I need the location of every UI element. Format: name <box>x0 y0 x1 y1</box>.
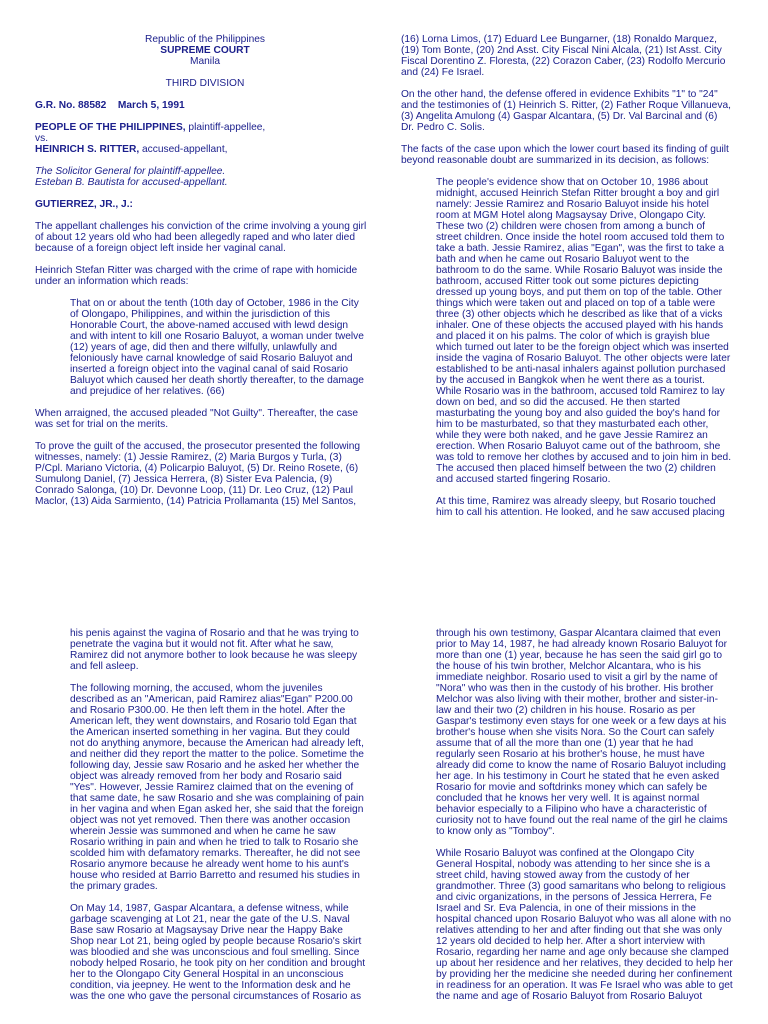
text-line: (16) Lorna Limos, (17) Eduard Lee Bungarner, (18) Ronaldo Marquez, <box>401 34 717 45</box>
text-line: beyond reasonable doubt are summarized in its decision, as follows: <box>401 155 710 166</box>
text-line: Honorable Court, the above-named accused with lewd design <box>70 320 349 331</box>
text-line: the primary grades. <box>70 881 158 892</box>
text-line: Heinrich Stefan Ritter was charged with the crime of rape with homicide <box>35 265 358 276</box>
accused-name: HEINRICH S. RITTER, <box>35 144 140 155</box>
republic-line: Republic of the Philippines <box>144 34 266 45</box>
text-line: The accused then placed himself between the two (2) children <box>436 463 716 474</box>
text-line: was set for trial on the merits. <box>35 419 169 430</box>
text-line: by providing her the medicine she needed during her confinement <box>436 969 733 980</box>
text-line: wherein Jessie was summoned and when he came he saw <box>70 826 336 837</box>
text-line: and prejudice of her relatives. (66) <box>70 386 225 397</box>
text-line: inside the vagina of Rosario Baluyot. The other objects were later <box>436 353 731 364</box>
paragraph <box>35 221 375 254</box>
paragraph <box>401 628 761 837</box>
text-line: and civic organizations, in the persons of Jessica Herrera, Fe <box>436 892 712 903</box>
text-line: to know only as "Tomboy". <box>436 826 555 837</box>
text-line: At this time, Ramirez was already sleepy, but Rosario touched <box>436 496 716 507</box>
counsel-accused: Esteban B. Bautista for accused-appellant. <box>35 177 228 188</box>
counsel-plaintiff: The Solicitor General for plaintiff-appellee. <box>35 166 226 177</box>
text-line: The people's evidence show that on October 10, 1986 about <box>436 177 709 188</box>
text-line: (19) Tom Bonte, (20) 2nd Asst. City Fiscal Nini Alcala, (21) Ist Asst. City <box>401 45 722 56</box>
text-line: described as an "American, paid Ramirez alias"Egan" P200.00 <box>70 694 353 705</box>
text-line: Maclor, (13) Aida Sarmiento, (14) Patricia Prollamanta (15) Mel Santos, <box>35 496 357 507</box>
text-line: and fell asleep. <box>70 661 139 672</box>
text-line: General Hospital, nobody was attending to her since she is a <box>436 859 711 870</box>
findings-quote <box>401 177 761 485</box>
paragraph <box>35 903 385 1002</box>
paragraph <box>35 408 375 430</box>
text-line: behavior especially to a Filipino who have a characteristic of <box>436 804 707 815</box>
text-line: and the testimonies of (1) Heinrich S. Ritter, (2) Father Roque Villanueva, <box>401 100 731 111</box>
text-line: in her vagina and when Egan asked her, she said that the foreign <box>70 804 364 815</box>
text-line: him to call his attention. He looked, and he saw accused placing <box>436 507 725 518</box>
text-line: Rosario writhing in pain and when he tried to talk to Rosario she <box>70 837 359 848</box>
text-line: up about her residence and her relatives, they decided to help her <box>436 958 733 969</box>
text-line: Rosario, regarding her name and age only because she clamped <box>436 947 729 958</box>
text-line: regularly seen Rosario at his brother's house, he must have <box>436 749 705 760</box>
text-line: things which were taken out and placed on top of a table were <box>436 298 716 309</box>
text-line: Ramirez did not anymore bother to look because he was sleepy <box>70 650 358 661</box>
text-line: bath and when he came out Rosario Baluyot went to the <box>436 254 690 265</box>
text-line: the house of his twin brother, Melchor Alcantara, who is his <box>436 661 702 672</box>
text-line: immediate neighbor. Rosario used to visit a girl by the name of <box>436 672 718 683</box>
text-line: relatives attending to her and after finding out that she was only <box>436 925 722 936</box>
paragraph <box>35 628 385 672</box>
text-line: brother's house when she visits Nora. So the Court can safely <box>436 727 715 738</box>
paragraph <box>401 848 761 1002</box>
text-line: masturbating the young boy and also guided the boy's hand for <box>436 408 720 419</box>
text-line: nobody helped Rosario, he took pity on her condition and brought <box>70 958 366 969</box>
paragraph <box>35 441 375 507</box>
paragraph <box>401 34 761 78</box>
text-line: Baluyot which caused her death shortly thereafter, to the damage <box>70 375 364 386</box>
text-line: already did come to know the name of Rosario Baluyot including <box>436 760 726 771</box>
text-line: and (24) Fe Israel. <box>401 67 485 78</box>
text-line: The facts of the case upon which the lower court based its finding of guilt <box>401 144 729 155</box>
text-line: that same date, he saw Rosario and she was complaining of pain <box>70 793 364 804</box>
text-line: Conrado Salonga, (10) Dr. Devonne Loop, (11) Dr. Leo Cruz, (12) Paul <box>35 485 354 496</box>
text-line: of Olongapo, Philippines, and within the jurisdiction of this <box>70 309 330 320</box>
text-line: of about 12 years old who had been allegedly raped and who later died <box>35 232 356 243</box>
text-line: house who resided at Barrio Barretto and resumed his studies in <box>70 870 360 881</box>
page1-right-column <box>401 34 761 518</box>
text-line: 12 years old decided to help her. After a short interview with <box>436 936 705 947</box>
text-line: bathroom to do the same. While Rosario Baluyot was inside the <box>436 265 723 276</box>
text-line: room at MGM Hotel along Magsaysay Drive, Olongapo City. <box>436 210 706 221</box>
text-line: and accused started fingering Rosario. <box>436 474 611 485</box>
text-line: more than one (1) year, because he has seen the said girl go to <box>436 650 722 661</box>
text-line: in readiness for an operation. It was Fe Israel who was able to get <box>436 980 733 991</box>
paragraph <box>401 144 761 166</box>
text-line: Gaspar's testimony even stays for one week or a few days at his <box>436 716 727 727</box>
text-line: To prove the guilt of the accused, the prosecutor presented the following <box>35 441 361 452</box>
text-line: not do anything anymore, because the American had already left, <box>70 738 364 749</box>
text-line: because of a foreign object left inside her vaginal canal. <box>35 243 286 254</box>
text-line: Base saw Rosario at Magsaysay Drive near the Happy Bake <box>70 925 343 936</box>
court-name: SUPREME COURT <box>160 45 250 56</box>
text-line: his penis against the vagina of Rosario and that he was trying to <box>70 628 359 639</box>
text-line: (3) Angelita Amulong (4) Gaspar Alcantara, (5) Dr. Val Barcinal and (6) <box>401 111 718 122</box>
text-line: was the one who gave the personal circumstances of Rosario as <box>70 991 362 1002</box>
paragraph <box>35 683 385 892</box>
text-line: inserted a foreign object into the vaginal canal of said Rosario <box>70 364 349 375</box>
text-line: erection. When Rosario Baluyot came out of the bathroom, she <box>436 441 721 452</box>
text-line: (12) years of age, did then and there wilfully, unlawfully and <box>70 342 338 353</box>
text-line: him to be masturbated, so that they masturbated each other, <box>436 419 709 430</box>
page1-left-column <box>35 34 375 507</box>
text-line: Rosario anymore because he already went home to his aunt's <box>70 859 349 870</box>
division-line: THIRD DIVISION <box>165 78 245 89</box>
page-gutter <box>0 587 768 627</box>
text-line: namely: Jessie Ramirez and Rosario Baluyot inside his hotel <box>436 199 709 210</box>
text-line: while they were both naked, and he gave Jessie Ramirez an <box>436 430 708 441</box>
text-line: and placed it on his palms. The color of which is grayish blue <box>436 331 710 342</box>
text-line: through his own testimony, Gaspar Alcantara claimed that even <box>436 628 721 639</box>
text-line: Dr. Pedro C. Solis. <box>401 122 485 133</box>
text-line: Sumulong Daniel, (7) Jessica Herrera, (8) Sister Eva Palencia, (9) <box>35 474 333 485</box>
text-line: and neither did they report the matter to the police. Sometime the <box>70 749 364 760</box>
text-line: by the accused in Bangkok when he went there as a tourist. <box>436 375 705 386</box>
versus: vs. <box>35 133 49 144</box>
text-line: following day, Jessie saw Rosario and he asked her whether the <box>70 760 360 771</box>
text-line: was told to remove her clothes by accused and to join him in bed. <box>436 452 732 463</box>
text-line: under an information which reads: <box>35 276 189 287</box>
page2-right-column <box>401 628 761 1002</box>
paragraph <box>35 265 375 287</box>
text-line: scolded him with defamatory remarks. Thereafter, he did not see <box>70 848 361 859</box>
text-line: hospital chanced upon Rosario Baluyot who was all alone with no <box>436 914 732 925</box>
information-quote <box>35 298 375 397</box>
plaintiff-line <box>35 122 375 133</box>
text-line: While Rosario Baluyot was confined at the Olongapo City <box>436 848 695 859</box>
text-line: was bloodied and she was unconscious and foul smelling. Since <box>70 947 360 958</box>
text-line: assume that of all the more than one (1) year that he had <box>436 738 694 749</box>
text-line: When arraigned, the accused pleaded "Not Guilty". Thereafter, the case <box>35 408 359 419</box>
text-line: grandmother. Three (3) good samaritans who belong to religious <box>436 881 726 892</box>
ponente: GUTIERREZ, JR., J.: <box>35 199 133 210</box>
text-line: curiosity not to have found out the real name of the girl he claims <box>436 815 728 826</box>
text-line: object was already removed from her body and Rosario said <box>70 771 342 782</box>
text-line: "Nora" who was then in the custody of his brother. His brother <box>436 683 714 694</box>
text-line: American left, they went downstairs, and Rosario told Egan that <box>70 716 357 727</box>
text-line: Fiscal Dorentino Z. Floresta, (22) Corazon Caber, (23) Rodolfo Mercurio <box>401 56 726 67</box>
text-line: That on or about the tenth (10th day of October, 1986 in the City <box>70 298 359 309</box>
text-line: Melchor was also living with their mother, brother and sister-in- <box>436 694 718 705</box>
case-number-line <box>35 100 375 111</box>
text-line: and with intent to kill one Rosario Baluyot, a woman under twelve <box>70 331 364 342</box>
paragraph <box>401 89 761 133</box>
text-line: which turned out later to be the foreign object which was inserted <box>436 342 729 353</box>
plaintiff-role: plaintiff-appellee, <box>185 122 266 133</box>
text-line: and Rosario P300.00. He then left them in the hotel. After the <box>70 705 346 716</box>
text-line: witnesses, namely: (1) Jessie Ramirez, (2) Maria Burgos y Turla, (3) <box>35 452 342 463</box>
text-line: Shop near Lot 21, being ogled by people because Rosario's skirt <box>70 936 362 947</box>
text-line: The appellant challenges his conviction of the crime involving a young girl <box>35 221 367 232</box>
accused-line <box>35 144 375 155</box>
text-line: P/Cpl. Mariano Victoria, (4) Policarpio Baluyot, (5) Dr. Reino Rosete, (6) <box>35 463 359 474</box>
text-line: penetrate the vagina but it would not fit. After what he saw, <box>70 639 334 650</box>
text-line: garbage scavenging at Lot 21, near the gate of the U.S. Naval <box>70 914 350 925</box>
text-line: dressed up young boys, and put them on top of the table. Other <box>436 287 723 298</box>
accused-role: accused-appellant, <box>139 144 228 155</box>
text-line: prior to May 14, 1987, he had already known Rosario Baluyot for <box>436 639 728 650</box>
text-line: The following morning, the accused, whom the juveniles <box>70 683 323 694</box>
text-line: the American inserted something in her vagina. But they could <box>70 727 350 738</box>
text-line: three (3) other objects which he described as like that of a vicks <box>436 309 723 320</box>
text-line: "Yes". However, Jessie Ramirez claimed that on the evening of <box>70 782 354 793</box>
text-line: Israel and Sr. Eva Palencia, in one of their missions in the <box>436 903 696 914</box>
text-line: While Rosario was in the bathroom, accused told Ramirez to lay <box>436 386 725 397</box>
paragraph <box>401 496 761 518</box>
text-line: feloniously have carnal knowledge of said Rosario Baluyot and <box>70 353 353 364</box>
text-line: inhaler. One of these objects the accused played with his hands <box>436 320 724 331</box>
text-line: bathroom, accused Ritter took out some pictures depicting <box>436 276 699 287</box>
court-city: Manila <box>189 56 220 67</box>
text-line: concluded that he knows her very well. It is against normal <box>436 793 700 804</box>
text-line: established to be anti-nasal inhalers against pollution purchased <box>436 364 726 375</box>
text-line: These two (2) children were chosen from among a bunch of <box>436 221 705 232</box>
text-line: street children. Once inside the hotel room accused told them to <box>436 232 725 243</box>
text-line: law and their two (2) children in his house. Rosario as per <box>436 705 696 716</box>
text-line: the name and age of Rosario Baluyot from Rosario Baluyot <box>436 991 703 1002</box>
decision-date: March 5, 1991 <box>117 100 185 111</box>
plaintiff-name: PEOPLE OF THE PHILIPPINES, <box>35 122 186 133</box>
text-line: midnight, accused Heinrich Stefan Ritter brought a boy and girl <box>436 188 720 199</box>
text-line: street child, having stowed away from the custody of her <box>436 870 690 881</box>
text-line: condition, via jeepney. He went to the Information desk and he <box>70 980 351 991</box>
text-line: On May 14, 1987, Gaspar Alcantara, a defense witness, while <box>70 903 349 914</box>
text-line: On the other hand, the defense offered in evidence Exhibits "1" to "24" <box>401 89 718 100</box>
text-line: take a bath. Jessie Ramirez, alias "Egan", was the first to take a <box>436 243 725 254</box>
text-line: Rosario for movie and softdrinks money which can safely be <box>436 782 708 793</box>
text-line: her to the Olongapo City General Hospital in an unconscious <box>70 969 344 980</box>
text-line: her age. In his testimony in Court he stated that he even asked <box>436 771 720 782</box>
gr-number: G.R. No. 88582 <box>35 100 107 111</box>
text-line: down on bed, and so did the accused. He then started <box>436 397 681 408</box>
text-line: object was not yet removed. Then there was another occasion <box>70 815 351 826</box>
page2-left-column <box>35 628 385 1002</box>
